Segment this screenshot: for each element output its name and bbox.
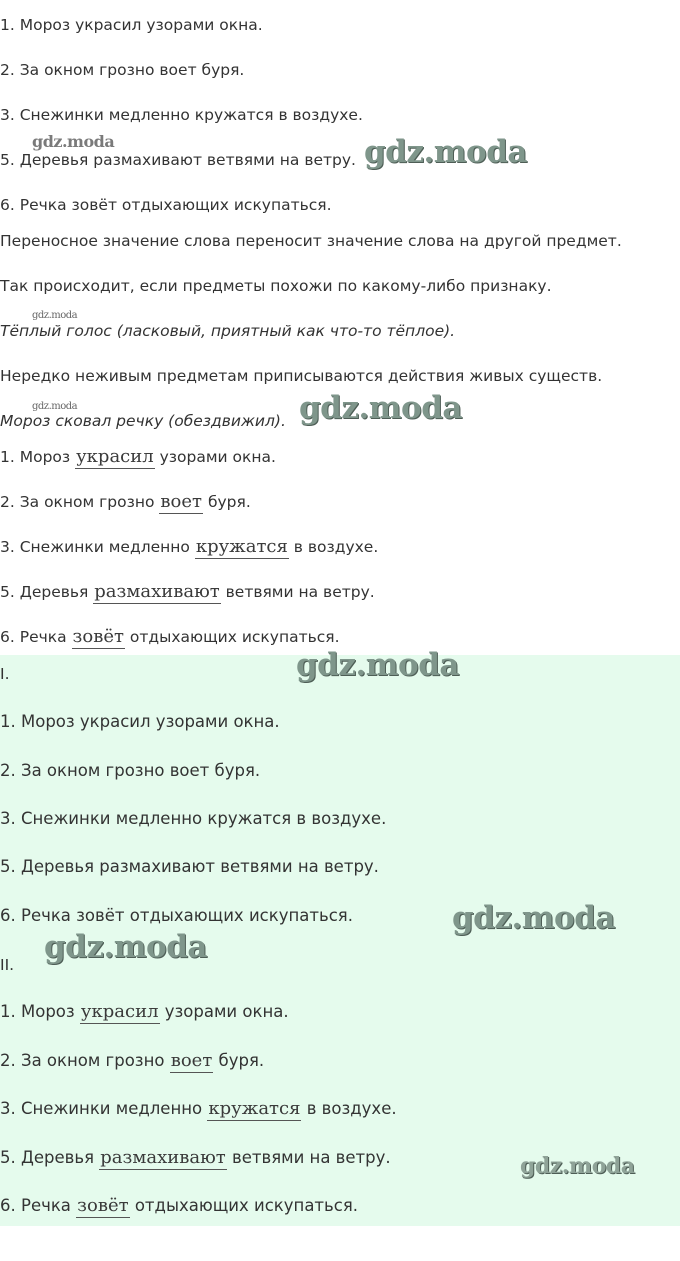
underlined-verb: зовёт [72,626,124,647]
sentence-text: узорами окна. [159,1002,289,1021]
sentence-6: 6. Речка зовёт отдыхающих искупаться. [0,196,332,214]
watermark-logo: gdz.moda [520,1153,635,1179]
sentence-text: узорами окна. [154,448,276,466]
watermark-logo: gdz.moda [299,390,462,426]
theory-example-1: Тёплый голос (ласковый, приятный как что-то тёплое). [0,322,456,340]
underlined-verb: кружатся [208,1098,301,1119]
marked-sentence-2 [0,492,251,512]
sentence-2: 2. За окном грозно воет буря. [0,61,245,79]
sentence-text: 2. За окном грозно [0,1051,170,1070]
watermark-logo: gdz.moda [32,401,78,412]
sentence-text: буря. [203,493,251,511]
theory-example-2: Мороз сковал речку (обездвижил). [0,412,286,430]
marked-sentence-5 [0,582,375,602]
underlined-verb: воет [160,491,203,512]
underlined-verb: кружатся [195,536,288,557]
green-marked-sentence-3 [0,1099,397,1119]
underlined-verb: размахивают [94,581,220,602]
green-sentence-5: 5. Деревья размахивают ветвями на ветру. [0,857,379,876]
watermark-logo: gdz.moda [364,134,527,170]
section-heading-2: II. [0,956,15,974]
green-sentence-6: 6. Речка зовёт отдыхающих искупаться. [0,906,353,925]
watermark-logo: gdz.moda [296,647,459,683]
green-sentence-3: 3. Снежинки медленно кружатся в воздухе. [0,809,387,828]
sentence-text: 6. Речка [0,1196,77,1215]
underlined-verb: украсил [80,1001,159,1022]
green-marked-sentence-6 [0,1196,358,1216]
section-heading-1: I. [0,665,10,683]
green-marked-sentence-5 [0,1148,391,1168]
marked-sentence-3 [0,537,378,557]
sentence-5: 5. Деревья размахивают ветвями на ветру. [0,151,356,169]
sentence-text: в воздухе. [288,538,379,556]
sentence-text: буря. [213,1051,265,1070]
sentence-text: 2. За окном грозно [0,493,160,511]
sentence-text: 3. Снежинки медленно [0,538,195,556]
green-marked-sentence-2 [0,1051,264,1071]
underlined-verb: зовёт [77,1195,129,1216]
green-marked-sentence-1 [0,1002,289,1022]
watermark-logo: gdz.moda [32,132,115,151]
underlined-verb: размахивают [100,1147,226,1168]
sentence-text: отдыхающих искупаться. [129,1196,359,1215]
underlined-verb: воет [170,1050,213,1071]
sentence-3: 3. Снежинки медленно кружатся в воздухе. [0,106,363,124]
watermark-logo: gdz.moda [32,310,78,321]
sentence-text: 5. Деревья [0,1148,100,1167]
sentence-1: 1. Мороз украсил узорами окна. [0,16,263,34]
sentence-text: 3. Снежинки медленно [0,1099,208,1118]
green-sentence-2: 2. За окном грозно воет буря. [0,761,261,780]
marked-sentence-1 [0,447,276,467]
watermark-logo: gdz.moda [44,929,207,965]
sentence-text: отдыхающих искупаться. [124,628,340,646]
theory-line-2: Так происходит, если предметы похожи по какому-либо признаку. [0,277,552,295]
underlined-verb: украсил [76,446,154,467]
sentence-text: ветвями на ветру. [226,1148,391,1167]
sentence-text: 6. Речка [0,628,72,646]
marked-sentence-6 [0,627,340,647]
sentence-text: 1. Мороз [0,448,76,466]
sentence-text: 5. Деревья [0,583,94,601]
sentence-text: в воздухе. [301,1099,397,1118]
sentence-text: 1. Мороз [0,1002,80,1021]
green-sentence-1: 1. Мороз украсил узорами окна. [0,712,280,731]
theory-line-3: Нередко неживым предметам приписываются действия живых существ. [0,367,603,385]
theory-line-1: Переносное значение слова переносит значение слова на другой предмет. [0,232,622,250]
watermark-logo: gdz.moda [452,900,615,936]
sentence-text: ветвями на ветру. [220,583,375,601]
